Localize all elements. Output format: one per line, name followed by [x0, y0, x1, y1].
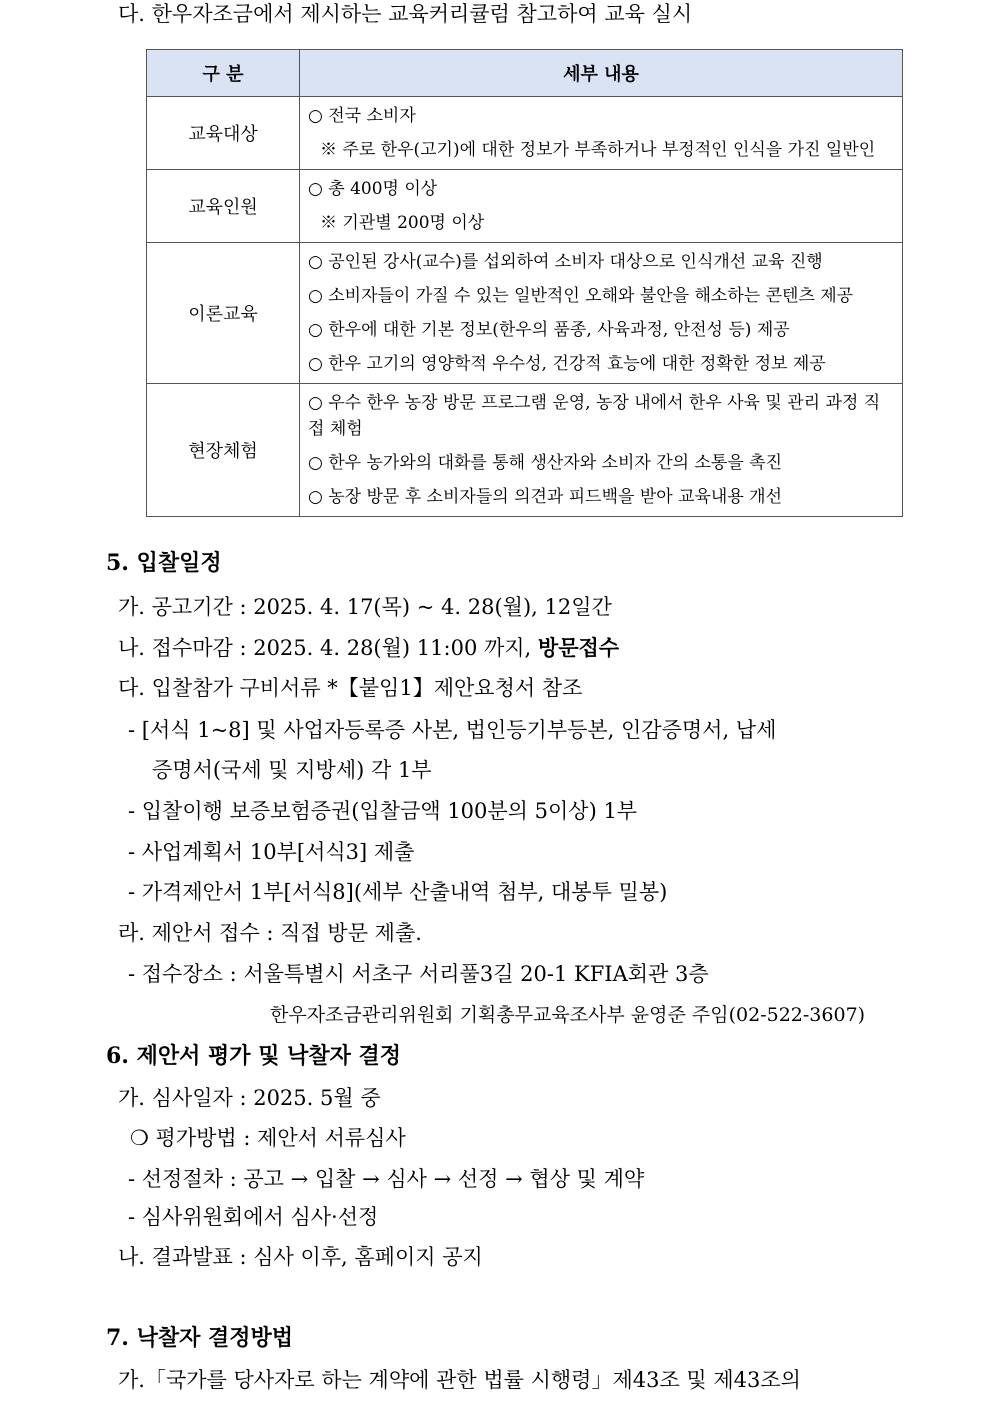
section6-title: 6. 제안서 평가 및 낙찰자 결정	[106, 1043, 402, 1069]
table-row	[147, 97, 903, 170]
header-details: 세부 내용	[300, 50, 903, 97]
row-details	[300, 97, 903, 170]
section7-title: 7. 낙찰자 결정방법	[106, 1325, 294, 1351]
row-category: 교육인원	[147, 170, 300, 243]
row-category: 이론교육	[147, 243, 300, 384]
section5-da-item: - 사업계획서 10부[서식3] 제출	[128, 840, 415, 864]
detail-item: ○ 한우 농가와의 대화를 통해 생산자와 소비자 간의 소통을 촉진	[308, 453, 783, 473]
detail-note: ※ 주로 한우(고기)에 대한 정보가 부족하거나 부정적인 인식을 가진 일반인	[320, 140, 876, 160]
section5-na-text: 나. 접수마감 : 2025. 4. 28(월) 11:00 까지,	[118, 636, 532, 660]
row-details	[300, 384, 903, 517]
row-details	[300, 243, 903, 384]
detail-item: ○ 공인된 강사(교수)를 섭외하여 소비자 대상으로 인식개선 교육 진행	[308, 252, 823, 272]
section6-steps: - 선정절차 : 공고 → 입찰 → 심사 → 선정 → 협상 및 계약	[128, 1167, 645, 1191]
detail-note: ※ 기관별 200명 이상	[320, 213, 485, 233]
detail-item: ○ 농장 방문 후 소비자들의 의견과 피드백을 받아 교육내용 개선	[308, 487, 783, 507]
section5-da-item: - 입찰이행 보증보험증권(입찰금액 100분의 5이상) 1부	[128, 799, 638, 823]
table-row	[147, 170, 903, 243]
section5-title: 5. 입찰일정	[106, 550, 222, 576]
section5-da: 다. 입찰참가 구비서류 *【붙임1】제안요청서 참조	[118, 676, 583, 700]
curriculum-table	[146, 49, 903, 517]
section6-ga: 가. 심사일자 : 2025. 5월 중	[118, 1086, 381, 1110]
section5-da-item-cont: 증명서(국세 및 지방세) 각 1부	[152, 758, 432, 782]
section5-na-bold: 방문접수	[537, 635, 620, 660]
detail-item: ○ 전국 소비자	[308, 106, 416, 126]
detail-item: ○ 총 400명 이상	[308, 179, 438, 199]
intro-line: 다. 한우자조금에서 제시하는 교육커리큘럼 참고하여 교육 실시	[118, 2, 693, 26]
section6-method: ❍ 평가방법 : 제안서 서류심사	[130, 1126, 406, 1150]
header-category: 구 분	[147, 50, 300, 97]
detail-item: ○ 소비자들이 가질 수 있는 일반적인 오해와 불안을 해소하는 콘텐츠 제공	[308, 286, 854, 306]
section6-committee: - 심사위원회에서 심사·선정	[128, 1205, 379, 1229]
table-row	[147, 243, 903, 384]
section5-ra-contact: 한우자조금관리위원회 기획총무교육조사부 윤영준 주임(02-522-3607)	[270, 1004, 866, 1026]
section5-ra: 라. 제안서 접수 : 직접 방문 제출.	[118, 921, 422, 945]
section5-da-item: - [서식 1~8] 및 사업자등록증 사본, 법인등기부등본, 인감증명서, 납세	[128, 718, 777, 742]
row-category: 현장체험	[147, 384, 300, 517]
section5-na	[118, 634, 619, 662]
section5-da-item: - 가격제안서 1부[서식8](세부 산출내역 첨부, 대봉투 밀봉)	[128, 880, 668, 904]
detail-item: ○ 한우에 대한 기본 정보(한우의 품종, 사육과정, 안전성 등) 제공	[308, 320, 790, 340]
detail-item: ○ 우수 한우 농장 방문 프로그램 운영, 농장 내에서 한우 사육 및 관리 과정 직접 체험	[308, 393, 881, 439]
row-details	[300, 170, 903, 243]
section6-na: 나. 결과발표 : 심사 이후, 홈페이지 공지	[118, 1245, 483, 1269]
detail-item: ○ 한우 고기의 영양학적 우수성, 건강적 효능에 대한 정확한 정보 제공	[308, 354, 826, 374]
row-category: 교육대상	[147, 97, 300, 170]
section5-ra-place: - 접수장소 : 서울특별시 서초구 서리풀3길 20-1 KFIA회관 3층	[128, 962, 709, 986]
section7-ga: 가.「국가를 당사자로 하는 계약에 관한 법률 시행령」제43조 및 제43조의	[118, 1368, 801, 1392]
table-header-row	[147, 50, 903, 97]
table-row	[147, 384, 903, 517]
section5-ga: 가. 공고기간 : 2025. 4. 17(목) ~ 4. 28(월), 12일간	[118, 595, 612, 619]
